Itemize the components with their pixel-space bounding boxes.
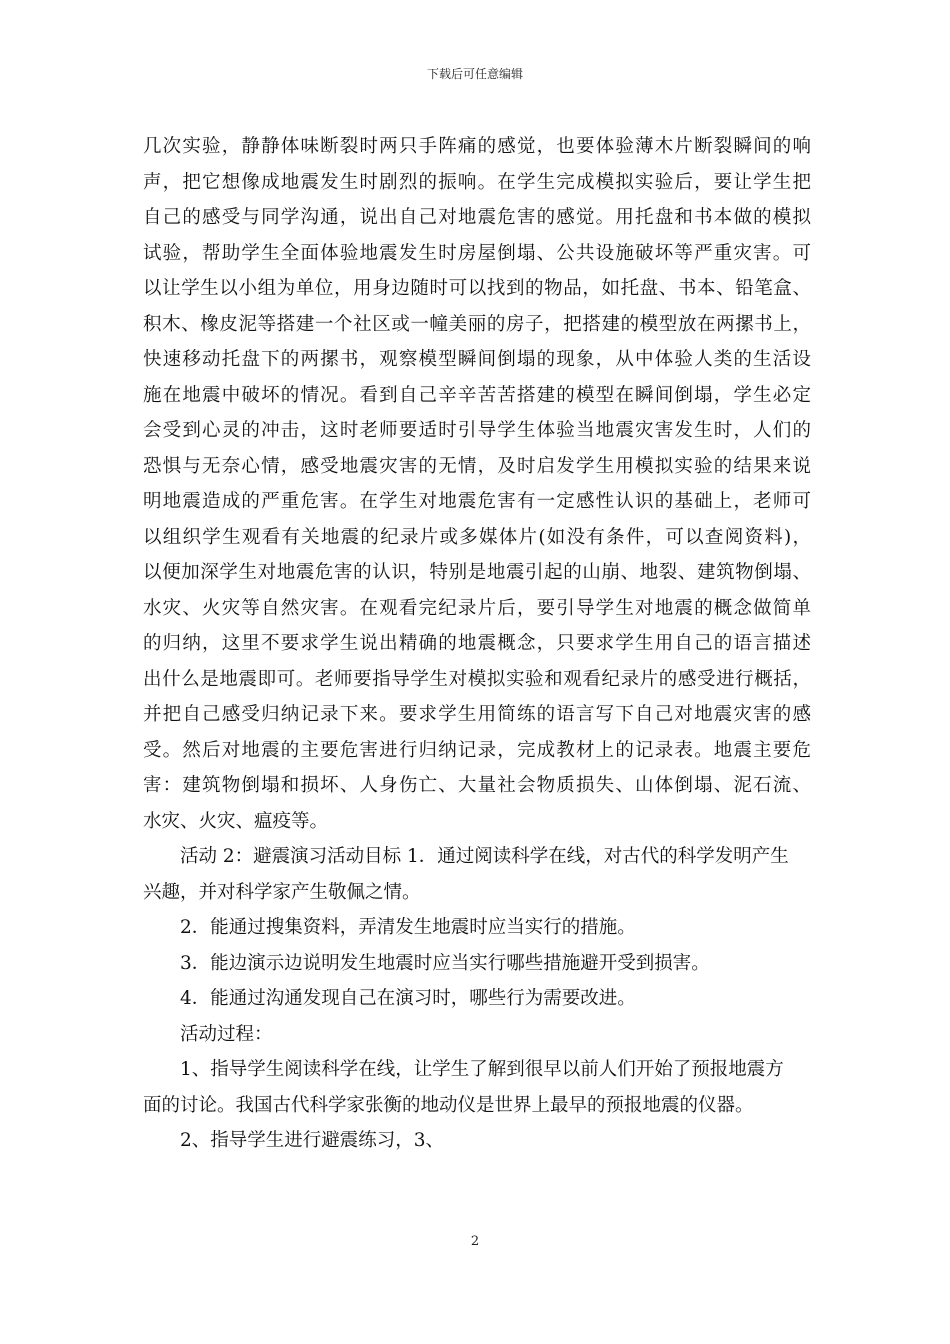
list-item-line: 1、指导学生阅读科学在线，让学生了解到很早以前人们开始了预报地震方 [180,1059,784,1080]
section-heading-line: 活动过程： [180,1023,273,1045]
text-line: 以让学生以小组为单位，用身边随时可以找到的物品，如托盘、书本、铅笔盒、 [143,278,811,299]
text-line: 试验，帮助学生全面体验地震发生时房屋倒塌、公共设施破坏等严重灾害。可 [143,242,811,264]
text-line: 害：建筑物倒塌和损坏、人身伤亡、大量社会物质损失、山体倒塌、泥石流、 [143,775,811,796]
text-line: 兴趣，并对科学家产生敬佩之情。 [143,881,421,903]
paragraph-start-line: 活动 2：避震演习活动目标 1．通过阅读科学在线，对古代的科学发明产生 [180,846,789,867]
list-item-line: 2．能通过搜集资料，弄清发生地震时应当实行的措施。 [180,917,636,938]
text-line: 施在地震中破坏的情况。看到自己辛辛苦苦搭建的模型在瞬间倒塌，学生必定 [143,384,811,406]
text-line: 水灾、火灾等自然灾害。在观看完纪录片后，要引导学生对地震的概念做简单 [143,597,811,619]
text-line: 以组织学生观看有关地震的纪录片或多媒体片(如没有条件，可以查阅资料)， [143,526,811,548]
text-line: 会受到心灵的冲击，这时老师要适时引导学生体验当地震灾害发生时，人们的 [143,420,811,441]
document-body [143,129,811,1159]
text-line: 声，把它想像成地震发生时剧烈的振响。在学生完成模拟实验后，要让学生把 [143,171,811,193]
page-number: 2 [470,1234,480,1249]
text-line: 水灾、火灾、瘟疫等。 [143,810,329,832]
text-line: 快速移动托盘下的两摞书，观察模型瞬间倒塌的现象，从中体验人类的生活设 [143,349,811,370]
text-line: 积木、橡皮泥等搭建一个社区或一幢美丽的房子，把搭建的模型放在两摞书上， [143,313,811,335]
text-line: 明地震造成的严重危害。在学生对地震危害有一定感性认识的基础上，老师可 [143,491,811,512]
text-line: 几次实验，静静体味断裂时两只手阵痛的感觉，也要体验薄木片断裂瞬间的响 [143,136,811,157]
text-line: 以便加深学生对地震危害的认识，特别是地震引起的山崩、地裂、建筑物倒塌、 [143,562,811,583]
text-line: 出什么是地震即可。老师要指导学生对模拟实验和观看纪录片的感受进行概括， [143,668,811,690]
text-line: 受。然后对地震的主要危害进行归纳记录，完成教材上的记录表。地震主要危 [143,739,811,761]
text-line: 自己的感受与同学沟通，说出自己对地震危害的感觉。用托盘和书本做的模拟 [143,207,811,228]
list-item-line: 4．能通过沟通发现自己在演习时，哪些行为需要改进。 [180,988,636,1009]
text-line: 并把自己感受归纳记录下来。要求学生用简练的语言写下自己对地震灾害的感 [143,704,811,725]
text-line: 恐惧与无奈心情，感受地震灾害的无情，及时启发学生用模拟实验的结果来说 [143,455,811,477]
text-line: 面的讨论。我国古代科学家张衡的地动仪是世界上最早的预报地震的仪器。 [143,1094,754,1116]
list-item-line: 2、指导学生进行避震练习，3、 [180,1130,445,1151]
page-header: 下载后可任意编辑 [426,67,523,81]
text-line: 的归纳，这里不要求学生说出精确的地震概念，只要求学生用自己的语言描述 [143,633,811,654]
list-item-line: 3．能边演示边说明发生地震时应当实行哪些措施避开受到损害。 [180,952,710,974]
